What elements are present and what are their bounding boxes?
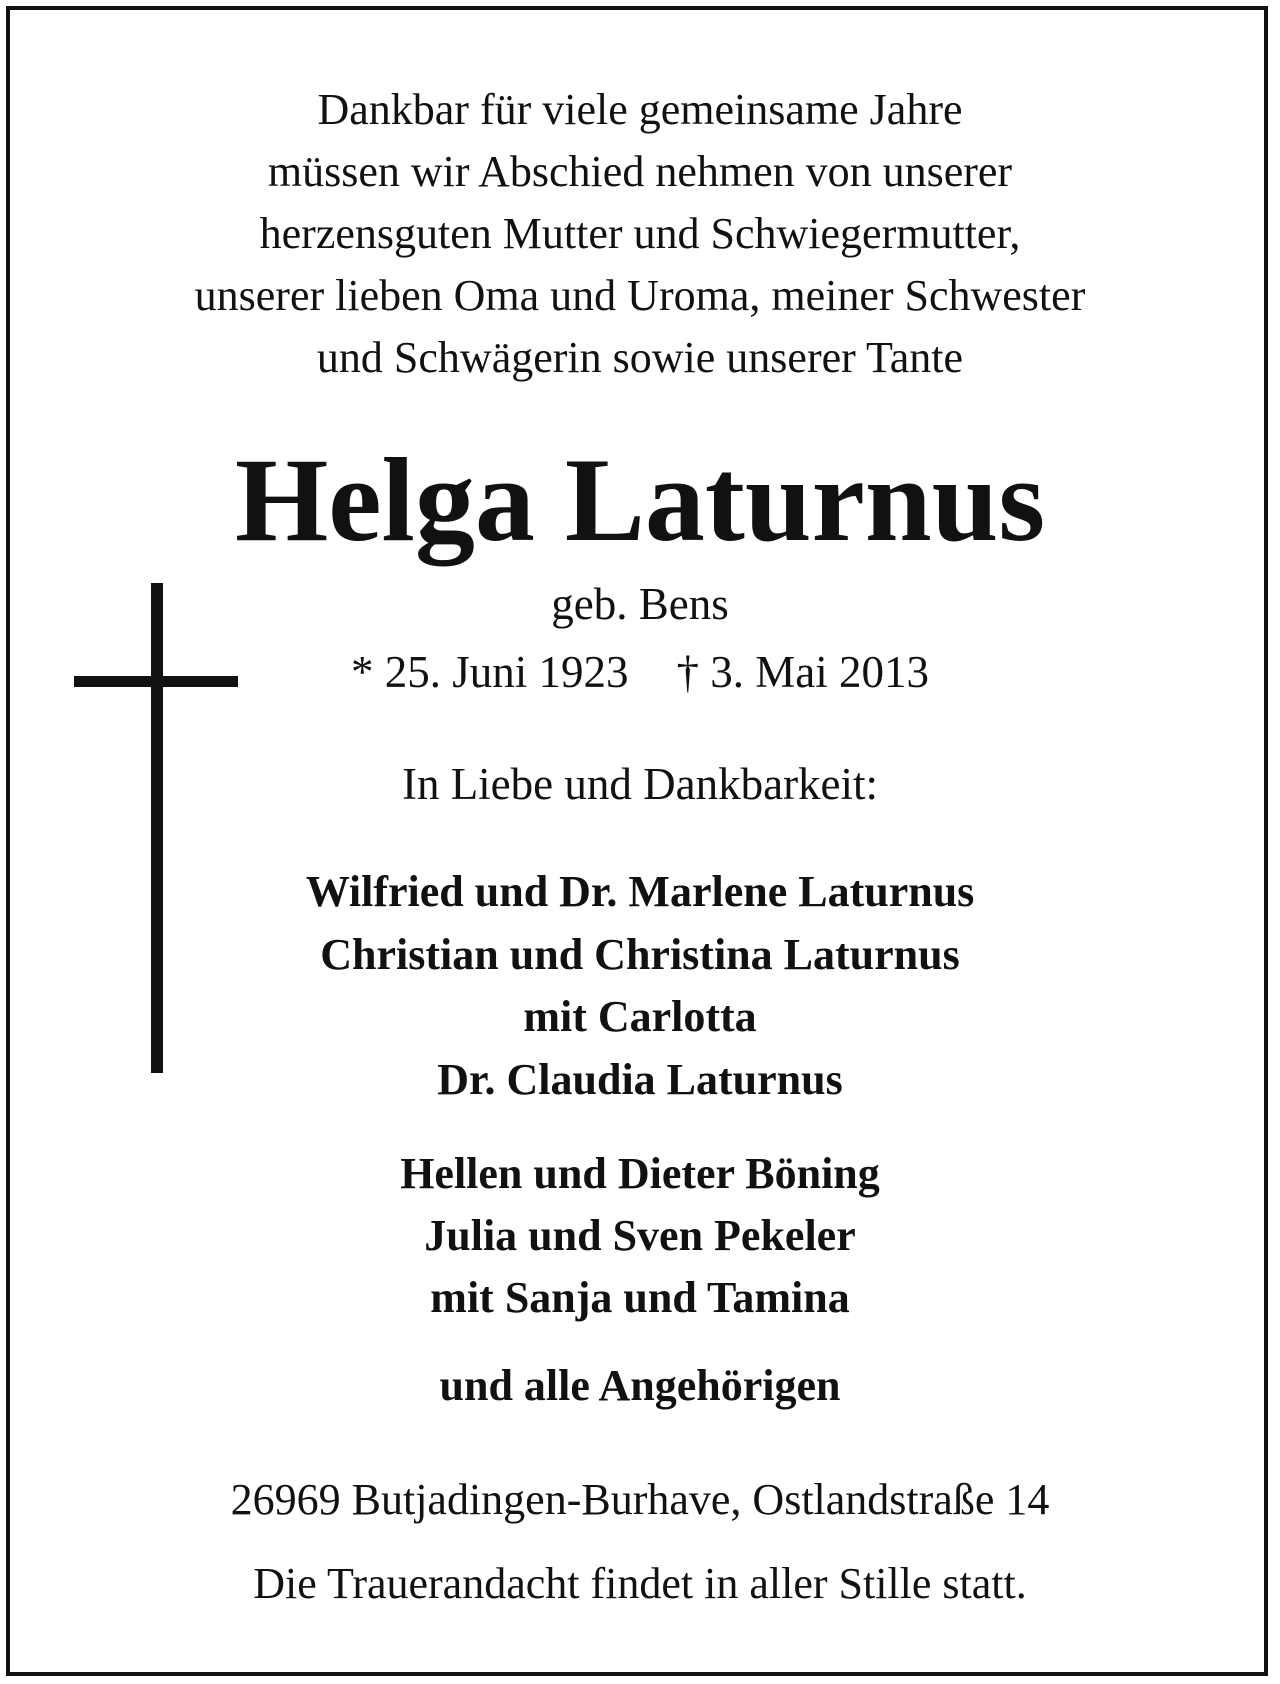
birth-name: geb. Bens — [551, 579, 729, 629]
closing-phrase: In Liebe und Dankbarkeit: — [401, 759, 879, 809]
intro-line-1: Dankbar für viele gemeinsame Jahre — [317, 85, 963, 134]
intro-line-4: unserer lieben Oma und Uroma, meiner Schwester — [194, 271, 1086, 320]
mourner-line: Julia und Sven Pekeler — [424, 1211, 856, 1260]
mourner-line: mit Carlotta — [523, 992, 757, 1041]
mourner-line: mit Sanja und Tamina — [430, 1273, 850, 1322]
address: 26969 Butjadingen-Burhave, Ostlandstraße 14 — [230, 1475, 1050, 1524]
other-relatives: und alle Angehörigen — [439, 1361, 841, 1410]
intro-line-5: und Schwägerin sowie unserer Tante — [316, 333, 964, 382]
mourner-line: Dr. Claudia Laturnus — [437, 1055, 843, 1104]
intro-line-3: herzensguten Mutter und Schwiegermutter, — [259, 209, 1021, 258]
birth-date: * 25. Juni 1923 — [350, 647, 629, 697]
mourner-line: Hellen und Dieter Böning — [400, 1149, 880, 1198]
deceased-name: Helga Laturnus — [234, 433, 1046, 566]
death-date: † 3. Mai 2013 — [676, 647, 929, 697]
mourner-line: Wilfried und Dr. Marlene Laturnus — [305, 867, 975, 916]
life-dates — [0, 647, 1280, 697]
mourner-line: Christian und Christina Laturnus — [320, 930, 960, 979]
service-notice: Die Trauerandacht findet in aller Stille statt. — [253, 1559, 1027, 1608]
intro-line-2: müssen wir Abschied nehmen von unserer — [267, 147, 1013, 196]
